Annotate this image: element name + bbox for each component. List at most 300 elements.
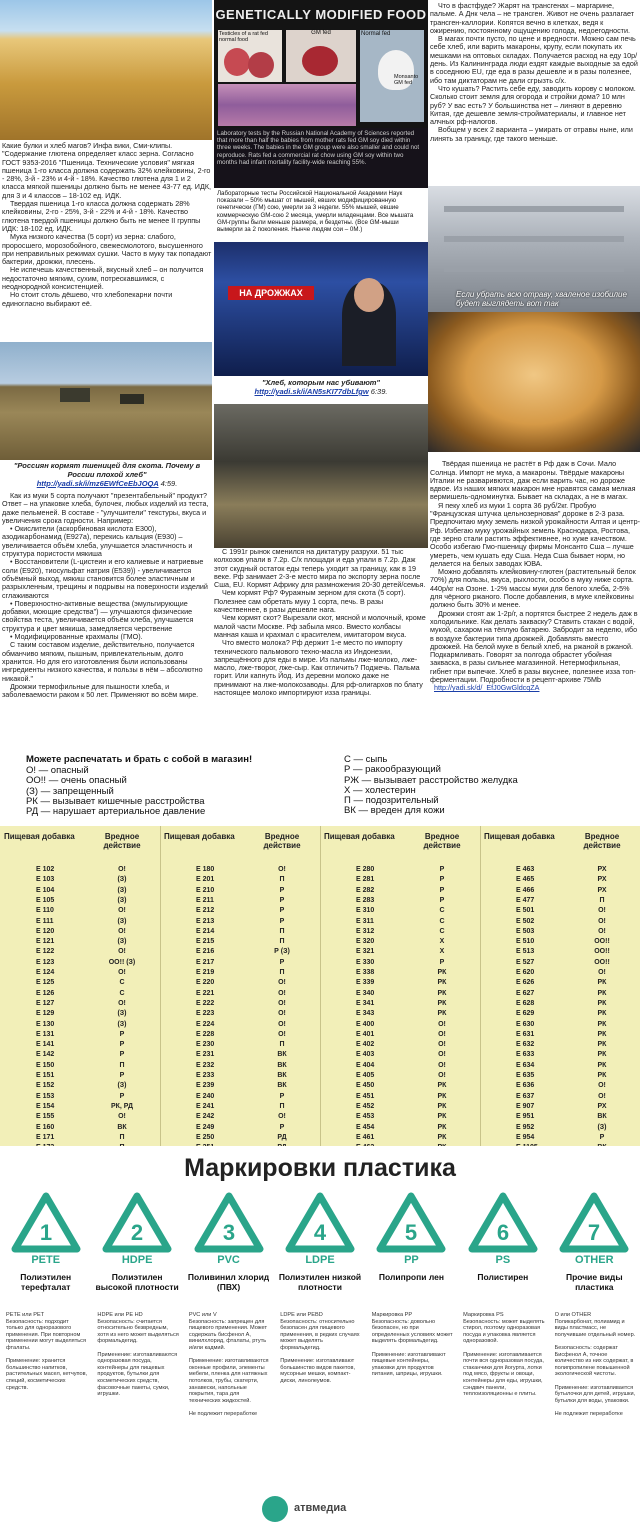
bread-improvers-text: Как из муки 5 сорта получают "презентабельный" продукт? Ответ – на упаковке хлеба, булочек, любых изделий из теста, даже пельменей. В составе - "улучшители" текстуры, вкуса и увеличения срока годности. Например: • Окислители (аскорбиновая кислота Е300), азодикарбонамид (Е927а), перекись кальция (Е930) – увеличивается объём хлеба, улучшается эластичность и структура пористости мякиша • Восстановители (L-цистеин и его калиевые и натриевые соли (Е920), тиосульфат натрия (Е539)) - увеличивается объёмный выход, мякиш становится более эластичным и разрыхленным, трещины и подрывы на поверхности изделий сглаживаются • Поверхностно-активные вещества (эмульгирующие добавки, моющие средства") — улучшаются физические свойства теста, увеличивается объём хлеба, улучшается структура и цвет мякиша, замедляется черствение • Модифицированные крахмалы (ГМО). С таким составом изделие, действительно, получается обманчиво мягким, пышным, привлекательным, долго хранится. Но для его изготовления были использованы ингредиенты низкого качества, и пользы в нём – абсолютно никакой." Дрожжи термофильные для пышности хлеба, и заболеваемости раком к 50 лет. Применяют во всём мире. [2,492,209,700]
etable-code: Е 311 [356,917,374,925]
etable-code: Е 628 [516,999,535,1007]
recycle-icon [468,1192,538,1254]
etable-code: Е 120 [36,927,55,935]
plastic-name: Полиэтилен терефталат [20,1272,72,1292]
plastic-item [91,1188,182,1488]
etable-code: Е 122 [36,948,55,956]
gm-label-4: Monsanto GM fed [394,74,419,86]
etable-code: Е 282 [356,886,375,894]
etable-code: Е 224 [196,1020,215,1028]
etable-effect: (З) [117,917,127,925]
etable-effect: О! [278,1113,286,1121]
etable-header-effect: Вредное действие [263,832,301,850]
etable-code: Е 220 [196,979,215,987]
plastic-desc: PETE или PET Безопасность: подходит только для одноразового применения. При повторном применении могут выделяться фталаты. Применение: хранится большинство напитков, растительных масел, кетчупов, специй, косметических средств. [6,1312,88,1391]
etable-code: Е 401 [356,1030,375,1038]
etable-header-effect: Вредное действие [423,832,461,850]
plastic-name: Полистирен [477,1272,529,1282]
video-link-news[interactable]: http://yadi.sk/i/AN5sKI77dbLfgw [254,387,369,396]
etable-code: Е 951 [516,1113,535,1121]
etable-effect: ОО!! [594,948,610,956]
etable-effect: П [279,969,285,976]
recycle-number: 5 [405,1220,418,1245]
plastic-code: LDPE [305,1254,335,1266]
recipe-archive-link[interactable]: http://yadi.sk/d/_EfJ0GwGldcqZA [434,683,540,693]
etable-code: Е 121 [36,938,55,946]
recycle-number: 1 [39,1220,52,1245]
etable-code: Е 214 [196,927,215,935]
etable-effect: Х [439,948,445,956]
etable-code: Е 130 [36,1020,55,1028]
recycle-icon [11,1192,81,1254]
legend-item: РЖ — вызывает расстройство желудка [344,774,518,786]
plastic-desc: HDPE или PE HD Безопасность: считается относительно безвредным, хотя из него может выделяться формальдегид. Применение: изготавливаются одноразовая посуда, контейнеры для пищевых продуктов, бутылки для косметических средств, фасовочные пакеты, сумки, игрушки. [97,1312,179,1398]
etable-effect [252,1144,312,1146]
recycle-icon [559,1192,629,1254]
etable-code: Е 242 [196,1113,215,1121]
etable-code: Е 451 [356,1092,375,1100]
etable-effect: ВК [277,1061,287,1069]
gm-label-1: Testicles of a rat fed normal food [219,31,268,43]
plastic-desc: LDPE или PEBD Безопасность: относительно безопасен для пищевого применения, в редких случаях может выделять формальдегид. Применение: изготавливают большинство видов пакетов, мусорные мешки, компакт-диски, линолеумов. [280,1312,360,1384]
etable-effect: Р [439,866,445,873]
etable-effect: П [119,1061,125,1069]
etable-code: Е 631 [516,1030,535,1038]
recycle-icon [194,1192,264,1254]
recycle-icon [376,1192,446,1254]
recycle-number: 4 [313,1220,327,1245]
etable-code: Е 249 [196,1123,215,1131]
etable-code: Е 513 [516,948,535,956]
etable-code: Е 212 [196,907,215,915]
etable-code: Е 142 [36,1051,55,1059]
gm-study-english: Laboratory tests by the Russian National Academy of Sciences reported that more than half the babies from mother rats fed GM soy died within three weeks. The babies in the GM group were also smaller and could not reproduce. Rats fed a commercial rat chow using GM soy within two months had infant mortality facility-wide reaching 55%. [214,128,428,188]
etable-column [320,826,480,1146]
etable-effect [412,1144,472,1146]
etable-effect: РК [437,969,447,976]
etable-effect: С [119,979,125,987]
etable-code: Е 231 [196,1051,215,1059]
etable-effect: РК, РД [110,1102,134,1110]
home-baking-body: Твёрдая пшеница не растёт в Рф даж в Сочи. Мало Солнца. Импорт не мука, а макароны. Твёрдые макароны Италии не разваривются, даж если варить час, но дороже вдвое. Из наших мягких макарон мне нравятся самая мелкая вермишель-одноминутка. Бывает на складах, а не в магах. Я пеку хлеб из муки 1 сорта 36 руб/2кг. Пробую "Французская штучка цельнозерновая" дороже в 2-3 раза. Предпочитаю муку земель низкой урожайности Алтая и центр-Рф. Избегаю муку урожайных земель Краснодара, Ростова, где зерно стали растить эффективнее, но хуже качеством. Особо избегаю Гмо-пшеницу фирмы Монсанто Сша – лучше умереть, чем кушать еду Сша. Неда Сша бывает норм, но делается на белых заводах ЮВА. Можно добавлять клейковину-глютен (растительный белок 70%) для пользы, вкуса, рыхлости, особо в муку ниже сорта. 440р/кг на Озоне. 1-2% массы муки для белого хлеба, 2-5% для чёрного ржаного. После добавления, в муке клейковины должно быть 30% и менее. Дрожжи стоят аж 1-2р/г, а портятся быстрее 2 недель даж в холодильнике. Как делать закваску? Ставить стакан с водой, мукой, сахаром на тёплую батарею. Забродит за неделю, ибо в воздухе бактерии типа дрожжей. Добавлять вместо дрожжей. На белой муке в белый хлеб, на ржаной в ржаной. Подкармливать. Говорят за полгода обрастет убойная закваска, в разы сильнее магазинной. Нетермофильная, гибнет при выпечке. Хлеб в разы вкуснее, полезнее изза топ-ферментации. Подробности в рецепт-архиве 75Mb [430,459,640,685]
etable-effect: О! [598,1092,606,1100]
etable-effect: РК [437,989,447,997]
etable-effect: О! [598,1082,606,1090]
plastic-code: HDPE [121,1254,153,1266]
etable-effect: Р [279,1123,285,1131]
etable-code: Е 466 [516,886,535,894]
etable-effect: Р [119,1092,125,1100]
recycle-number: 3 [222,1220,235,1245]
etable-effect: Р [279,896,285,904]
etable-effect: РК [437,1123,447,1131]
etable-code: Е 141 [36,1041,55,1049]
etable-effect: Р [439,958,445,966]
legend-item: С — сыпь [344,754,388,765]
etable-effect: ОО!! [594,938,610,946]
recycle-icon [285,1192,355,1254]
etable-code: Е 153 [36,1092,55,1100]
atv-logo-icon [262,1496,288,1522]
plastic-name: Поливинил хлорид (ПВХ) [187,1272,270,1292]
etable-effect: Р [119,1072,125,1079]
etable-effect: Р [599,1133,605,1141]
legend-item: О! — опасный [26,765,89,776]
etable-effect: Р [279,958,285,966]
etable-effect: О! [118,969,126,976]
etable-code: Е 283 [356,896,375,904]
plastic-name: Прочие виды пластика [565,1272,623,1292]
etable-effect: РХ [597,876,607,884]
etable-code: Е 463 [516,866,535,873]
etable-code: Е 110 [36,907,54,915]
etable-effect [92,1144,152,1146]
etable-effect: РК [437,1113,447,1121]
etable-code: Е 630 [516,1020,535,1028]
etable-effect: О! [438,1020,446,1028]
etable-code: Е 210 [196,886,215,894]
etable-effect: О! [118,927,126,935]
etable-code: Е 330 [356,958,375,966]
etable-effect: О! [598,917,606,925]
e-legend [0,752,640,824]
etable-effect: О! [438,1041,446,1049]
etable-code: Е 620 [516,969,535,976]
etable-column [160,826,320,1146]
etable-effect: ВК [277,1082,287,1090]
etable-code: Е 155 [36,1113,55,1121]
etable-code: Е 503 [516,927,535,935]
etable-code: Е 952 [516,1123,535,1131]
etable-code: Е 151 [36,1072,55,1079]
etable-code: Е 633 [516,1051,535,1059]
plastic-code: OTHER [575,1254,614,1266]
etable-code: Е 123 [36,958,55,966]
etable-code: Е 230 [196,1041,215,1049]
etable-effect: О! [598,927,606,935]
etable-code: Е 222 [196,999,215,1007]
etable-code: Е 454 [356,1123,375,1131]
legend-item: (З) — запрещенный [26,785,114,797]
etable-code [196,1144,236,1146]
etable-code: Е 125 [36,979,55,987]
etable-code: Е 180 [196,866,215,873]
etable-effect: РК [437,1092,447,1100]
etable-effect: О! [278,979,286,987]
etable-code: Е 228 [196,1030,215,1038]
etable-effect: РК [597,1041,607,1049]
etable-code: Е 310 [356,907,375,915]
etable-effect: РК [597,1020,607,1028]
etable-effect [572,1144,632,1146]
etable-code: Е 632 [516,1041,535,1049]
etable-effect: П [599,896,605,904]
plastic-desc: Маркировка PS Безопасность: может выделять стирол, поэтому одноразовая посуда и упаковка является одноразовой. Применение: изготавливается почти вся одноразовая посуда, стаканчики для йогурта, лотки под мясо, фрукты и овощи, контейнеры для еды, игрушки, сэндвич панели, теплоизоляционны е плиты. [463,1312,545,1398]
etable-effect: О! [278,1010,286,1018]
etable-effect: П [119,1133,125,1141]
video-time-news: 6:39. [370,387,388,396]
etable-effect: ОО!! (З) [108,958,136,966]
etable-effect: ВК [597,1113,607,1121]
etable-code [356,1144,396,1146]
e-additives-table [0,826,640,1146]
etable-code: Е 402 [356,1041,375,1049]
empty-store-photo [428,186,640,312]
etable-code: Е 627 [516,989,535,997]
gm-study-russian: Лабораторные тесты Российской Национальной Академии Наук показали – 50% мышат от мышей, евших модифицированную генетически (ГМ) сою, умерли за 3 недели. 55% мышей, евшие коммерческую GM-сою 2 месяца, умерли младенцами. Все мышата GM-группы были меньше размера, и бездетны. (Все GM-мыши вымерли за 2 поколения. Нынче людям сои – 0M.) [214,189,428,241]
legend-item: Х — холестерин [344,784,416,796]
gm-food-banner [214,0,428,128]
etable-code: Е 338 [356,969,375,976]
etable-effect: РХ [597,886,607,894]
etable-code: Е 453 [356,1113,375,1121]
etable-code: Е 404 [356,1061,375,1069]
etable-effect: Р [439,896,445,904]
etable-effect: РК [597,1010,607,1018]
etable-divider [480,826,481,1146]
etable-code: Е 104 [36,886,55,894]
etable-effect: РК [597,1072,607,1079]
etable-code: Е 343 [356,1010,375,1018]
etable-code: Е 461 [356,1133,375,1141]
etable-effect: РК [597,1030,607,1038]
etable-code: Е 219 [196,969,215,976]
legend-item: ОО!! — очень опасный [26,775,127,787]
etable-effect: С [439,907,445,915]
etable-effect: Р [279,886,285,894]
etable-effect: РК [597,989,607,997]
etable-code: Е 405 [356,1072,375,1079]
etable-effect: ВК [277,1051,287,1059]
etable-effect: РК [437,1010,447,1018]
etable-effect: О! [598,969,606,976]
etable-effect: Х [439,938,445,946]
etable-code: Е 340 [356,989,375,997]
etable-divider [160,826,161,1146]
etable-code: Е 102 [36,866,55,873]
etable-effect: О! [278,989,286,997]
etable-code: Е 629 [516,1010,535,1018]
etable-code: Е 131 [36,1030,55,1038]
etable-code: Е 635 [516,1072,535,1079]
etable-effect: РК [437,1082,447,1090]
etable-code: Е 201 [196,876,215,884]
etable-code: Е 223 [196,1010,215,1018]
etable-effect: С [439,927,445,935]
gluten-intro-text: Какие булки и хлеб магов? Инфа вики, Сми-клипы. "Содержание глютена определяет класс зерна. Согласно ГОСТ 9353-2016 "Пшеница. Технические условия" мягкая пшеница 1-го класса должна содержать 32% клейковины, 2-го - 28%, 3-й - 23% и 4-й - 18%. Качество глютена для 1 и 2 класса мягкой пшеницы должно быть не менее 43-77 ед. ИДК, для 3 и 4 классов – 18-102 ед. ИДК. Твердая пшеница 1-го класса должна содержать 28% клейковины, 2-го - 25%, 3-й - 22% и 4-й - 18%. Качество глютена твердой пшеницы должно быть не менее II группы ИДК: 18-102 ед. ИДК. Мука низкого качества (5 сорт) из зерна: слабого, проросшего, морозобойного, свежесмолотого, высушенного при неправильных режимах сушки. Часто в муку так попадают бактерии, дрожжи, плесень. Не испечешь качественный, вкусный хлеб – он получится недостаточно мягким, сухим, потрескавшимся, с неоднородной консистенцией. Но стоит столь дёшево, что хлебопекарни почти единогласно выбирают её. [2,142,212,308]
etable-effect: ВК [117,1123,127,1131]
etable-code: Е 240 [196,1092,215,1100]
etable-effect: РХ [597,1102,607,1110]
etable-code: Е 510 [516,938,535,946]
etable-effect: РК [597,999,607,1007]
etable-code: Е 502 [516,917,535,925]
etable-effect: О! [118,999,126,1007]
plastic-item [274,1188,365,1488]
etable-effect: Р [119,1030,125,1038]
plastic-code: PP [404,1254,419,1266]
etable-effect: (З) [117,876,127,884]
plastic-desc: Маркировка PP Безопасность: довольно безопасен, но при определенных условиях может выделять формальдегид. Применение: изготавливают пищевые контейнеры, упаковки для продуктов питания, шприцы, игрушки. [371,1312,453,1378]
etable-code: Е 477 [516,896,535,904]
etable-effect: ОО!! [594,958,610,966]
plastic-desc: PVC или V Безопасность: запрещен для пищевого применения. Может содержать бисфенол А, винилхлорид, фталаты, ртуть и/или кадмий. Применение: изготавливаются оконные профили, элементы мебели, пленка для натяжных потолков, трубы, скатерти, занавески, напольные покрытия, тара для технических жидкостей. Не подлежит переработке [188,1312,269,1417]
etable-code: Е 211 [196,896,214,904]
legend-item: Р — ракообразующий [344,764,441,776]
etable-effect: С [439,917,445,925]
fastfood-text: Что в фастфуде? Жарят на трансгенах – маргарине, пальме. А Днк чела – не трансген. Живот не очень разлагает трансген-каллории. Копятся вечно в клетках, ведя к ожирению, постоянному ощущению голода, недоегодности. В магах почти пусто, по цене и вредности. Можно сам печь себе хлеб, или варить макароны, крупу, если покупать их мешками на оптовых складах. Получается расход на еду 10р/день. Из Калининграда люди ездят каждые выходные за едой в соседнюю EU, где еда в разы дешевле и в разы полезнее, ибо там диктаторам не дали сгрызть с/х. Что кушать? Растить себе еду, заводить корову с молоком. Сколько стоит земля для огорода и стройки дома? 10 млн руб? У вас есть? У большинства нет – линяют в деревню Китая, где дешевле земля-стройматериалы, и главное нет алчных рф-налогов. Вобщем у всех 2 варианта – умирать от отравы ныне, или линять за границу, где такого меньше. [430,2,638,143]
etable-effect: (З) [117,1082,127,1090]
etable-code: Е 450 [356,1082,375,1090]
etable-header-additive: Пищевая добавка [324,832,395,841]
etable-code: Е 213 [196,917,215,925]
legend-item: РК — вызывает кишечные расстройства [26,795,205,807]
etable-effect: Р [439,886,445,894]
etable-code: Е 280 [356,866,375,873]
etable-effect: РК [437,1102,447,1110]
video-caption-wheat [4,461,210,491]
news-caption-title: "Хлеб, которым нас убивают" [261,378,380,387]
atv-brand: атвмедиа [294,1502,347,1514]
etable-header-additive: Пищевая добавка [4,832,75,841]
etable-effect: РК [437,1133,447,1141]
etable-header-additive: Пищевая добавка [164,832,235,841]
etable-code: Е 954 [516,1133,535,1141]
gm-label-2: GM fed [311,30,331,36]
etable-code: Е 129 [36,1010,55,1018]
market-collapse-text: С 1991г рынок сменился на диктатуру разрухи. 51 тыс колхозов упали в 7.2р. С/х площади и еда упали в 7.2р. Даж этот скудный остаток еды теперь уходит за границу, как в 19 веке. Рф занимает 2-3-е место мира по экспорту зерна после Сша, EU. Кормят Африку для размножения 20-30 детей/семья. Чем кормят Рф? Фуражным зерном для скота (5 сорт). Полезнее сам обретать муку 1 сорта, печь. В разы качественнее, в разы дешевле нага. Чем кормят скот? Вырезали скот, мясной и молочный, кроме малой части Москве. Рф забыла мясо. Вместо колбасы манная каша и крахмал с красителем, имитатором вкуса. Что вместо молока? Рф держит 1-е место по импорту технического пальмового техно-масла из Индонезии, запрещённого для еды в мире. Из пальмы лже-молоко, лже-масло, лже-творог, лже-сыр. Как отличить? Поджечь. Пальма горит. Или капнуть Йод. Из деревни молоко даже не принимают на лже-молокозаводы. Для рф-олигархов по блату настоящее молоко импортируют изза границы. [214,548,426,698]
etable-effect: П [279,876,285,884]
legend-item: РД — нарушает артериальное давление [26,806,206,818]
etable-code: Е 217 [196,958,215,966]
etable-effect: О! [118,948,126,956]
legend-item: П — подозрительный [344,795,439,807]
etable-effect: (З) [117,938,127,946]
etable-code: Е 216 [196,948,215,956]
etable-effect: П [279,1102,285,1110]
etable-code: Е 103 [36,876,55,884]
etable-effect: РК [437,999,447,1007]
etable-effect: П [279,927,285,935]
etable-effect: РХ [597,866,607,873]
etable-code: Е 232 [196,1061,215,1069]
etable-code: Е 320 [356,938,375,946]
etable-code: Е 124 [36,969,55,976]
etable-effect: О! [118,866,126,873]
etable-code: Е 626 [516,979,535,987]
plastic-item [549,1188,640,1488]
etable-effect: (З) [117,896,127,904]
etable-effect: О! [278,1020,286,1028]
etable-code: Е 527 [516,958,535,966]
etable-code: Е 250 [196,1133,215,1141]
etable-effect: ВК [277,1072,287,1079]
etable-effect: Р (З) [274,948,290,956]
etable-effect: С [119,989,125,997]
etable-code: Е 501 [516,907,535,915]
etable-code: Е 634 [516,1061,535,1069]
etable-effect: (З) [117,1010,127,1018]
etable-code: Е 160 [36,1123,55,1131]
etable-effect: (З) [117,1020,127,1028]
etable-effect: Р [279,1092,285,1100]
etable-code: Е 400 [356,1020,375,1028]
etable-effect: (З) [117,886,127,894]
bread-loaf-photo [428,312,640,452]
etable-code: Е 637 [516,1092,535,1100]
etable-effect: РД [277,1133,287,1141]
etable-effect: РК [597,1061,607,1069]
etable-effect: П [279,1041,285,1049]
etable-code: Е 636 [516,1082,535,1090]
etable-header-additive: Пищевая добавка [484,832,555,841]
plastic-title: Маркировки пластика [184,1154,456,1182]
plastic-item [366,1188,457,1488]
etable-effect: (З) [597,1123,607,1131]
etable-code: Е 105 [36,896,55,904]
etable-code: Е 339 [356,979,375,987]
video-time-wheat: 4:59. [160,479,178,488]
recycle-number: 7 [588,1220,601,1245]
video-link-wheat[interactable]: http://yadi.sk/i/mz6EWfCeEbJOQA [36,479,159,488]
legend-item: ВК — вреден для кожи [344,805,445,817]
etable-effect: Р [439,876,445,884]
etable-header-effect: Вредное действие [583,832,621,850]
legend-title: Можете распечатать и брать с собой в магазин! [26,754,253,765]
etable-effect: П [279,938,285,946]
etable-effect: О! [278,866,286,873]
gm-banner-title: GENETICALLY MODIFIED FOOD [215,7,427,22]
etable-code: Е 221 [196,989,215,997]
plastic-code: PS [495,1254,511,1266]
etable-effect: Р [119,1041,125,1049]
etable-code: Е 126 [36,989,55,997]
wheat-photo [0,0,212,140]
plastic-code: PETE [31,1254,61,1266]
etable-code: Е 452 [356,1102,375,1110]
etable-divider [320,826,321,1146]
etable-effect: Р [279,907,285,915]
plastic-item [0,1188,91,1488]
etable-code: Е 321 [356,948,375,956]
etable-effect: О! [438,1030,446,1038]
recycle-icon [102,1192,172,1254]
plastic-name: Полиэтилен высокой плотности [95,1272,179,1292]
etable-effect: О! [598,907,606,915]
etable-code [516,1144,556,1146]
plastic-item [183,1188,274,1488]
recycle-number: 6 [496,1220,509,1245]
etable-code: Е 152 [36,1082,55,1090]
video-caption-title: "Россиян кормят пшеницей для скота. Почему в России плохой хлеб" [13,461,201,479]
etable-header-effect: Вредное действие [103,832,141,850]
etable-effect: Р [279,917,285,925]
etable-effect: Р [119,1051,125,1059]
etable-code: Е 341 [356,999,375,1007]
etable-code [36,1144,76,1146]
etable-code: Е 312 [356,927,375,935]
rotting-grain-warehouse-photo [214,404,428,548]
plastic-desc: О или OTHER Поликарбонат, полиамид и виды пластмасс, не получившие отдельный номер. Безопасность: содержат Бисфенол А, точное количество из них содержат, в полипропилене повышенной экологической чистоты. Применение: изготавливается бутылочки для детей, игрушки, бутылки для воды, упаковки. Не подлежит переработке [554,1312,636,1417]
etable-code: Е 150 [36,1061,55,1069]
plastic-name: Полиэтилен низкой плотности [278,1272,362,1292]
video-caption-news [214,378,428,400]
etable-code: Е 111 [36,917,54,925]
plastic-name: Полипропи лен [378,1272,444,1282]
store-caption: Если убрать всю отраву, хваленое изобилие будет выглядеть вот так [456,290,627,308]
plastic-item [457,1188,548,1488]
gm-label-3: Normal fed [361,31,391,37]
